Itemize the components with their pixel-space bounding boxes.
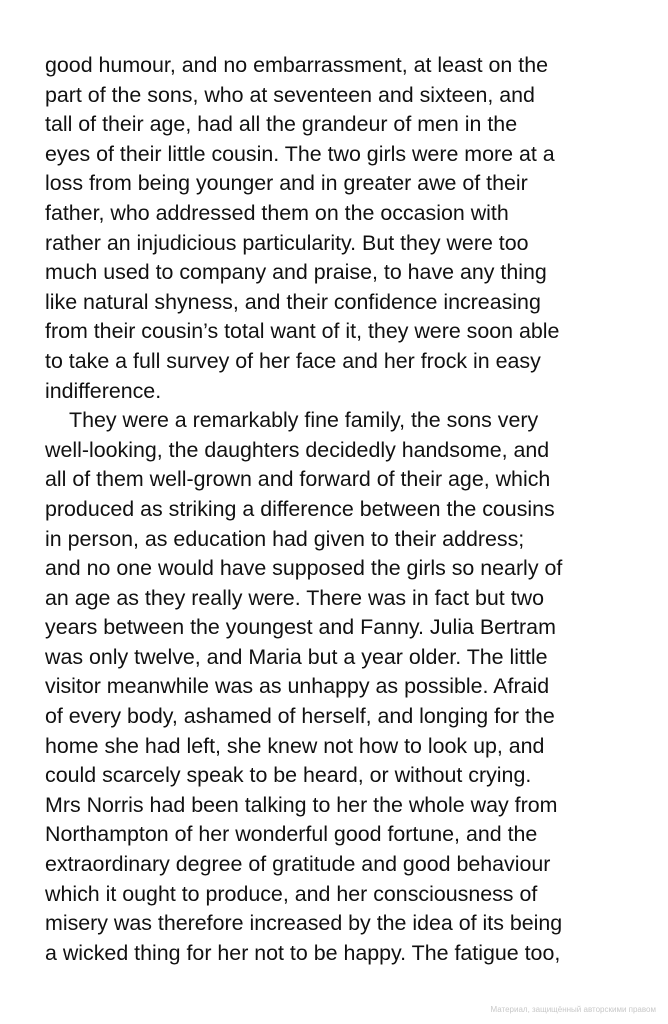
text-line: from their cousin’s total want of it, they were soon able [45,319,560,344]
text-line: misery was therefore increased by the idea of its being [45,911,563,936]
text-line: years between the youngest and Fanny. Julia Bertram [45,615,556,640]
paragraph-1 [45,51,635,406]
text-line: rather an injudicious particularity. But they were too [45,230,529,255]
text-line: in person, as education had given to their address; [45,526,525,551]
text-line: extraordinary degree of gratitude and good behaviour [45,852,551,877]
text-line: could scarcely speak to be heard, or without crying. [45,763,532,788]
text-line: of every body, ashamed of herself, and longing for the [45,704,555,729]
text-line: part of the sons, who at seventeen and sixteen, and [45,82,535,107]
text-line: home she had left, she knew not how to look up, and [45,733,545,758]
text-line: loss from being younger and in greater awe of their [45,171,528,196]
text-line: was only twelve, and Maria but a year older. The little [45,644,548,669]
text-line: tall of their age, had all the grandeur of men in the [45,112,518,137]
text-line: Northampton of her wonderful good fortune, and the [45,822,538,847]
text-line: good humour, and no embarrassment, at least on the [45,53,548,77]
text-line: father, who addressed them on the occasion with [45,200,509,225]
text-line: visitor meanwhile was as unhappy as possible. Afraid [45,674,550,699]
text-line: indifference. [45,378,162,403]
text-line: all of them well-grown and forward of their age, which [45,467,551,492]
text-line: well-looking, the daughters decidedly handsome, and [45,437,550,462]
text-line: an age as they really were. There was in fact but two [45,585,544,610]
text-line: much used to company and praise, to have any thing [45,260,547,285]
text-line: like natural shyness, and their confidence increasing [45,289,541,314]
text-line: which it ought to produce, and her consciousness of [45,881,538,906]
text-line: a wicked thing for her not to be happy. The fatigue too, [45,940,561,965]
text-line: to take a full survey of her face and her frock in easy [45,348,541,373]
text-line: eyes of their little cousin. The two girls were more at a [45,141,555,166]
copyright-watermark: Материал, защищённый авторскими правом [490,1005,656,1014]
text-line: They were a remarkably fine family, the sons very [69,408,539,433]
paragraph-2 [45,406,635,968]
text-line: Mrs Norris had been talking to her the whole way from [45,792,558,817]
text-line: and no one would have supposed the girls so nearly of [45,556,563,581]
page-text [45,51,635,968]
text-line: produced as striking a difference between the cousins [45,496,555,521]
